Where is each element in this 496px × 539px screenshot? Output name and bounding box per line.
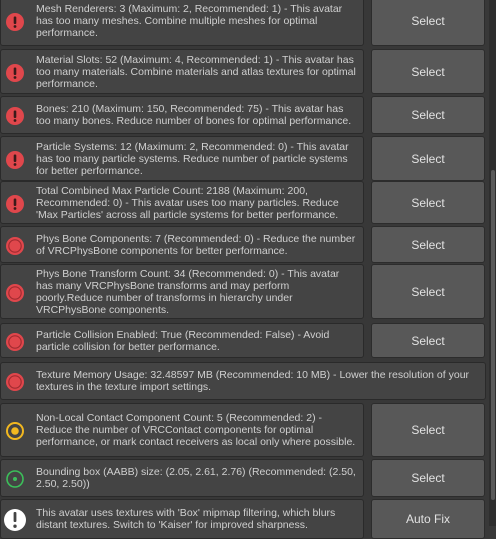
validation-row [0, 362, 489, 400]
select-button[interactable]: Select [371, 264, 485, 319]
message-box [0, 226, 364, 263]
message-text: Phys Bone Components: 7 (Recommended: 0) - Reduce the number of VRCPhysBone components for better performance. [36, 232, 356, 257]
select-button[interactable]: Select [371, 226, 485, 263]
message-text: Material Slots: 52 (Maximum: 4, Recommended: 1) - This avatar has too many materials. Combine materials and atlas textures for optimal performance. [36, 53, 356, 90]
info-icon [3, 508, 27, 532]
message-text: Texture Memory Usage: 32.48597 MB (Recommended: 10 MB) - Lower the resolution of your textures in the texture import settings. [36, 369, 470, 393]
message-text: Bones: 210 (Maximum: 150, Recommended: 75) - This avatar has too many bones. Reduce number of bones for optimal performance. [36, 103, 352, 127]
error-icon [5, 150, 25, 170]
validation-row [0, 96, 489, 134]
message-text: Particle Collision Enabled: True (Recommended: False) - Avoid particle collision for better performance. [36, 328, 330, 353]
validation-row [0, 264, 489, 319]
auto-fix-button[interactable]: Auto Fix [371, 499, 485, 539]
scrollbar-thumb[interactable] [491, 170, 495, 500]
message-box [0, 459, 364, 497]
medium-warning-icon [5, 421, 25, 441]
message-box [0, 136, 364, 181]
validation-row [0, 403, 489, 457]
message-box [0, 49, 364, 94]
select-button[interactable]: Select [371, 403, 485, 457]
validation-row [0, 0, 489, 46]
select-button[interactable]: Select [371, 136, 485, 181]
select-button[interactable]: Select [371, 323, 485, 358]
message-text: Particle Systems: 12 (Maximum: 2, Recommended: 0) - This avatar has too many particle systems. Reduce number of particle systems for better performance. [36, 140, 349, 177]
validation-row [0, 136, 489, 181]
validation-row [0, 226, 489, 263]
error-icon [5, 194, 25, 214]
good-icon [5, 469, 25, 489]
message-text: Bounding box (AABB) size: (2.05, 2.61, 2.76) (Recommended: (2.50, 2.50, 2.50)) [36, 466, 356, 490]
select-button[interactable]: Select [371, 49, 485, 94]
validation-row [0, 181, 489, 224]
very-poor-icon [5, 372, 25, 392]
message-box [0, 362, 486, 400]
validation-row [0, 459, 489, 497]
message-text: This avatar uses textures with 'Box' mipmap filtering, which blurs distant textures. Switch to 'Kaiser' for improved sharpness. [36, 507, 336, 531]
error-icon [5, 12, 25, 32]
message-box [0, 0, 364, 46]
message-text: Non-Local Contact Component Count: 5 (Recommended: 2) - Reduce the number of VRCContact components for optimal performance, or mark contact receivers as local only where possible. [36, 412, 356, 448]
very-poor-icon [5, 236, 25, 256]
message-box [0, 323, 364, 358]
message-box [0, 499, 364, 539]
message-box [0, 264, 364, 319]
message-box [0, 96, 364, 134]
error-icon [5, 106, 25, 126]
message-text: Total Combined Max Particle Count: 2188 (Maximum: 200, Recommended: 0) - This avatar uses too many particles. Reduce 'Max Particles' across all particle systems for better performance. [36, 184, 339, 221]
select-button[interactable]: Select [371, 459, 485, 497]
very-poor-icon [5, 283, 25, 303]
select-button[interactable]: Select [371, 0, 485, 46]
message-box [0, 181, 364, 224]
message-text: Phys Bone Transform Count: 34 (Recommended: 0) - This avatar has many VRCPhysBone transforms and may perform poorly.Reduce number of transforms in hierarchy under VRCPhysBone components. [36, 267, 340, 316]
validation-row [0, 499, 489, 539]
validation-row [0, 323, 489, 358]
error-icon [5, 63, 25, 83]
message-box [0, 403, 364, 457]
validation-row [0, 49, 489, 94]
message-text: Mesh Renderers: 3 (Maximum: 2, Recommended: 1) - This avatar has too many meshes. Combine multiple meshes for optimal performance. [36, 3, 343, 39]
select-button[interactable]: Select [371, 96, 485, 134]
very-poor-icon [5, 332, 25, 352]
select-button[interactable]: Select [371, 181, 485, 224]
